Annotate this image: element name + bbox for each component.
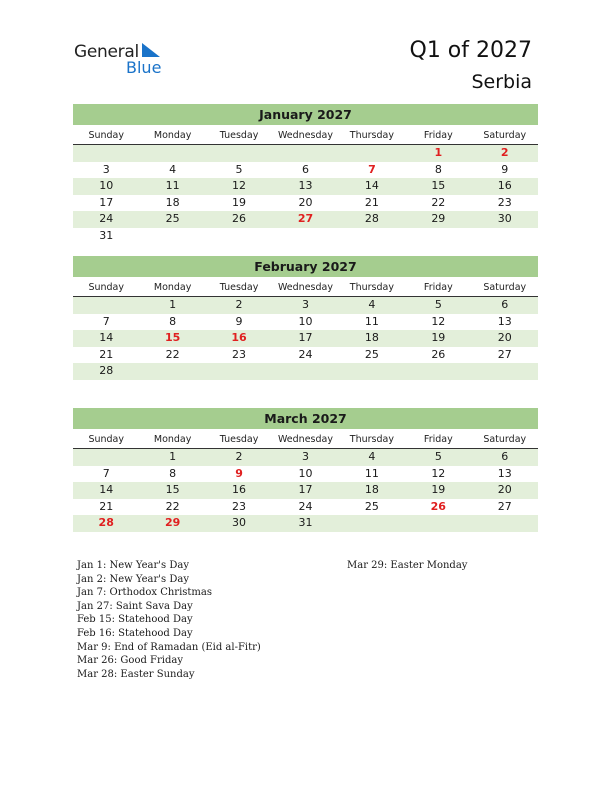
day-cell: 14: [364, 179, 379, 192]
day-cell: 3: [301, 450, 309, 463]
holiday-note: Jan 2: New Year's Day: [77, 573, 189, 585]
day-cell: 6: [501, 450, 509, 463]
day-cell: 28: [98, 516, 114, 529]
day-cell: 7: [368, 162, 376, 176]
day-cell: 30: [497, 212, 512, 225]
day-cell: 10: [99, 179, 114, 192]
weekday-header-row: [73, 279, 538, 297]
month-february: [73, 256, 538, 380]
day-cell: 17: [298, 483, 313, 496]
weekday-label: Monday: [153, 130, 192, 141]
day-cell: 17: [298, 331, 313, 344]
weekday-label: Saturday: [483, 434, 527, 445]
day-cell: [139, 228, 205, 245]
day-cell: 20: [497, 483, 512, 496]
page-title: Q1 of 2027: [409, 38, 532, 63]
day-cell: 4: [169, 162, 177, 176]
day-cell: 29: [164, 516, 181, 529]
weekday-label: Thursday: [349, 434, 394, 445]
holiday-note: Mar 28: Easter Sunday: [77, 668, 195, 680]
day-cell: 12: [431, 314, 446, 328]
day-cell: 6: [301, 162, 309, 176]
day-cell: 20: [497, 331, 512, 344]
day-cell: 22: [165, 499, 180, 513]
day-cell: 26: [430, 499, 446, 513]
day-cell: [73, 297, 139, 314]
day-cell: 13: [298, 179, 313, 192]
day-cell: [472, 515, 538, 532]
day-cell: 8: [169, 466, 177, 480]
day-cell: [339, 145, 405, 162]
weekday-label: Monday: [153, 282, 192, 293]
day-cell: 21: [364, 195, 379, 209]
holiday-note: Jan 27: Saint Sava Day: [77, 600, 193, 612]
week-row: [73, 466, 538, 483]
month-january: [73, 104, 538, 244]
day-cell: 2: [235, 298, 243, 311]
day-cell: 24: [298, 499, 313, 513]
week-row: [73, 228, 538, 245]
holiday-notes-right: [347, 559, 467, 573]
day-cell: 25: [165, 212, 180, 225]
week-row: [73, 297, 538, 314]
weekday-label: Tuesday: [219, 130, 259, 141]
day-cell: [472, 228, 538, 245]
day-cell: 16: [232, 483, 247, 496]
weekday-label: Saturday: [483, 130, 527, 141]
day-cell: 17: [99, 195, 114, 209]
weekday-label: Friday: [423, 130, 453, 141]
day-cell: 6: [501, 298, 509, 311]
day-cell: 21: [99, 499, 114, 513]
day-cell: 2: [500, 146, 509, 159]
holiday-note: Mar 9: End of Ramadan (Eid al-Fitr): [77, 641, 261, 653]
day-cell: 8: [434, 162, 442, 176]
day-cell: 15: [165, 483, 180, 496]
week-row: [73, 330, 538, 347]
week-row: [73, 363, 538, 380]
day-cell: [73, 145, 139, 162]
day-cell: 16: [497, 179, 512, 192]
day-cell: 22: [431, 195, 446, 209]
day-cell: [405, 515, 471, 532]
day-cell: 18: [364, 483, 379, 496]
weekday-label: Wednesday: [277, 282, 333, 293]
day-cell: 1: [434, 146, 443, 159]
day-cell: 7: [102, 314, 110, 328]
holiday-note: Jan 7: Orthodox Christmas: [77, 587, 212, 599]
day-cell: 15: [164, 331, 181, 344]
logo-triangle-icon: [142, 43, 162, 59]
day-cell: 14: [99, 483, 114, 496]
day-cell: 7: [102, 466, 110, 480]
holiday-notes-left: [77, 559, 261, 681]
holiday-note: Feb 15: Statehood Day: [77, 614, 193, 626]
day-cell: 10: [298, 466, 313, 480]
day-cell: 9: [501, 162, 509, 176]
weekday-label: Monday: [153, 434, 192, 445]
weekday-label: Wednesday: [277, 434, 333, 445]
day-cell: 27: [297, 212, 314, 225]
day-cell: 3: [301, 298, 309, 311]
logo-general-text: General: [74, 42, 139, 62]
day-cell: 22: [165, 347, 180, 361]
day-cell: [272, 228, 338, 245]
weekday-header-row: [73, 431, 538, 449]
week-row: [73, 515, 538, 532]
day-cell: 26: [431, 347, 446, 361]
day-cell: 31: [298, 516, 313, 529]
day-cell: 25: [364, 347, 379, 361]
day-cell: 9: [235, 466, 243, 480]
day-cell: [272, 363, 338, 380]
weekday-label: Wednesday: [277, 130, 333, 141]
weekday-header-row: [73, 127, 538, 145]
day-cell: [206, 145, 272, 162]
day-cell: [206, 228, 272, 245]
holiday-note: Jan 1: New Year's Day: [77, 560, 189, 571]
day-cell: 1: [169, 298, 177, 311]
day-cell: 31: [99, 228, 114, 242]
country-name: Serbia: [471, 71, 532, 93]
day-cell: 1: [169, 450, 177, 463]
day-cell: 27: [497, 499, 512, 513]
week-row: [73, 347, 538, 364]
day-cell: 2: [235, 450, 243, 463]
day-cell: 23: [497, 195, 512, 209]
weekday-label: Saturday: [483, 282, 527, 293]
day-cell: 28: [364, 212, 379, 225]
day-cell: [206, 363, 272, 380]
day-cell: 19: [431, 331, 446, 344]
day-cell: [472, 363, 538, 380]
day-cell: 9: [235, 314, 243, 328]
month-title: February 2027: [73, 256, 538, 277]
day-cell: 20: [298, 195, 313, 209]
day-cell: 8: [169, 314, 177, 328]
day-cell: 11: [165, 179, 180, 192]
weekday-label: Tuesday: [219, 282, 259, 293]
day-cell: 23: [232, 499, 247, 513]
day-cell: 26: [232, 212, 247, 225]
day-cell: [405, 363, 471, 380]
day-cell: 18: [165, 195, 180, 209]
month-title: January 2027: [73, 104, 538, 125]
day-cell: 5: [434, 450, 442, 463]
day-cell: 5: [434, 298, 442, 311]
day-cell: [272, 145, 338, 162]
day-cell: 3: [102, 162, 110, 176]
day-cell: 29: [431, 212, 446, 225]
day-cell: [405, 228, 471, 245]
day-cell: 13: [497, 466, 512, 480]
logo-blue-text: Blue: [126, 58, 162, 77]
holiday-note: Mar 29: Easter Monday: [347, 560, 468, 571]
day-cell: 4: [368, 298, 376, 311]
day-cell: [339, 515, 405, 532]
week-row: [73, 195, 538, 212]
day-cell: 13: [497, 314, 512, 328]
day-cell: 30: [232, 516, 247, 529]
day-cell: 15: [431, 179, 446, 192]
day-cell: 19: [431, 483, 446, 496]
day-cell: 24: [99, 212, 114, 225]
weekday-label: Sunday: [88, 282, 124, 293]
weekday-label: Friday: [423, 282, 453, 293]
weekday-label: Friday: [423, 434, 453, 445]
day-cell: 14: [99, 331, 114, 344]
day-cell: [139, 363, 205, 380]
day-cell: 16: [231, 331, 247, 344]
day-cell: [73, 449, 139, 466]
week-row: [73, 482, 538, 499]
weekday-label: Thursday: [349, 282, 394, 293]
week-row: [73, 499, 538, 516]
weekday-label: Sunday: [88, 130, 124, 141]
day-cell: 10: [298, 314, 313, 328]
holiday-note: Feb 16: Statehood Day: [77, 627, 193, 639]
day-cell: 4: [368, 450, 376, 463]
weekday-label: Sunday: [88, 434, 124, 445]
brand-logo: [74, 42, 174, 78]
week-row: [73, 314, 538, 331]
week-row: [73, 449, 538, 466]
day-cell: [139, 145, 205, 162]
weekday-label: Thursday: [349, 130, 394, 141]
week-row: [73, 145, 538, 162]
week-row: [73, 178, 538, 195]
day-cell: 11: [364, 314, 379, 328]
day-cell: 5: [235, 162, 243, 176]
day-cell: 12: [431, 466, 446, 480]
day-cell: [339, 363, 405, 380]
day-cell: 24: [298, 347, 313, 361]
day-cell: 12: [232, 179, 247, 192]
month-march: [73, 408, 538, 532]
week-row: [73, 162, 538, 179]
weekday-label: Tuesday: [219, 434, 259, 445]
day-cell: 28: [99, 364, 114, 377]
month-title: March 2027: [73, 408, 538, 429]
week-row: [73, 211, 538, 228]
day-cell: 25: [364, 499, 379, 513]
day-cell: 23: [232, 347, 247, 361]
day-cell: 21: [99, 347, 114, 361]
day-cell: 27: [497, 347, 512, 361]
day-cell: 18: [364, 331, 379, 344]
day-cell: 19: [232, 195, 247, 209]
day-cell: 11: [364, 466, 379, 480]
day-cell: [339, 228, 405, 245]
holiday-note: Mar 26: Good Friday: [77, 655, 183, 667]
